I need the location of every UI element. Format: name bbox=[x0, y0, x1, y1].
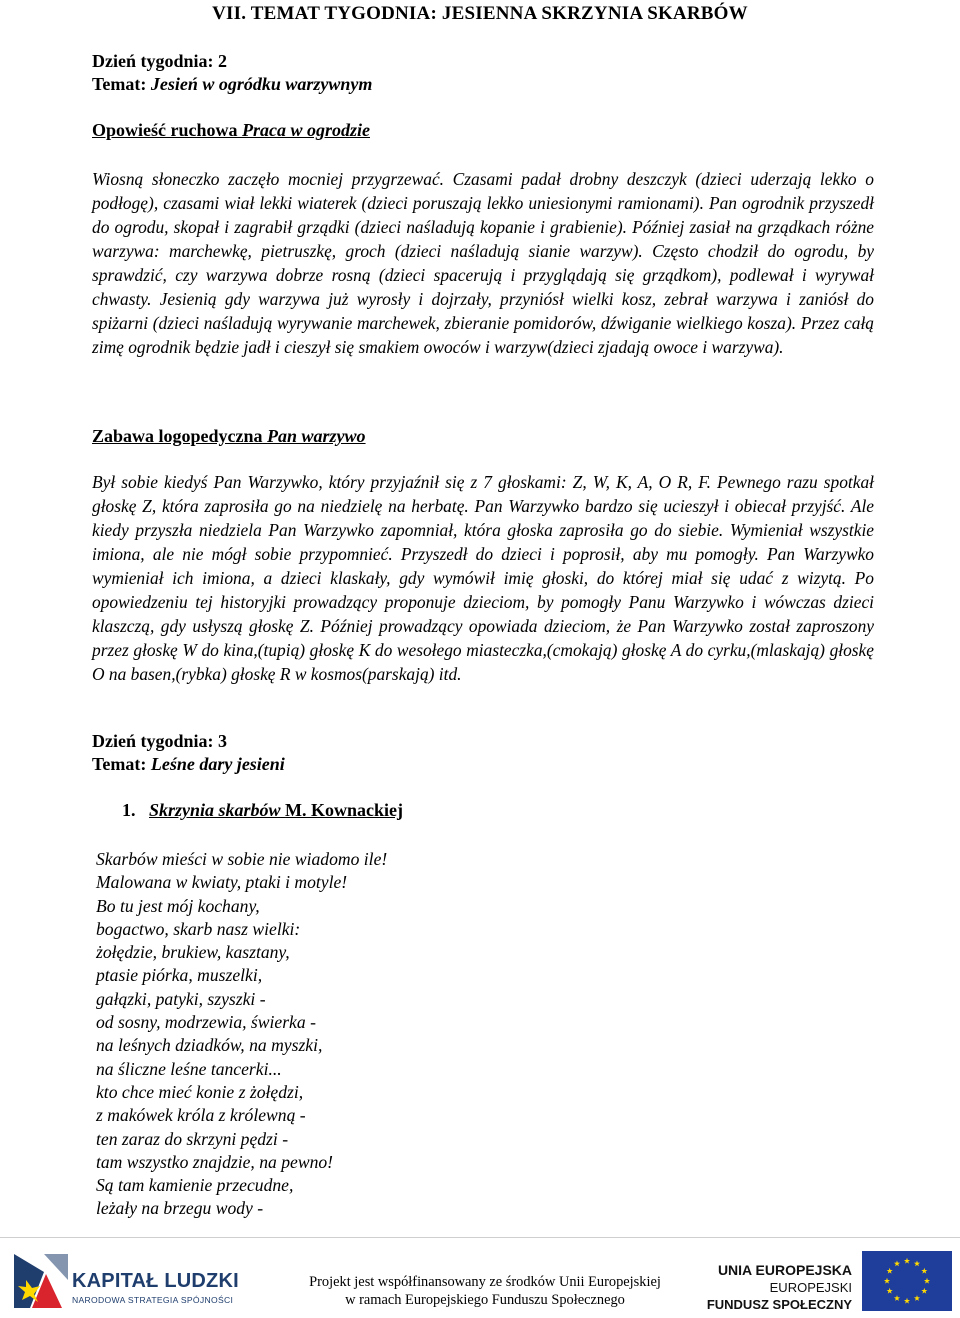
day3-block bbox=[92, 730, 285, 776]
kapital-ludzki-logo-icon bbox=[10, 1250, 72, 1310]
kl-title: KAPITAŁ LUDZKI bbox=[72, 1270, 239, 1292]
story-heading bbox=[92, 120, 370, 141]
day3-topic-text: Leśne dary jesieni bbox=[150, 754, 285, 774]
poem-line: żołędzie, brukiew, kasztany, bbox=[96, 942, 290, 963]
day2-label: Dzień tygodnia: 2 bbox=[92, 51, 227, 71]
poem-line: Bo tu jest mój kochany, bbox=[96, 895, 260, 916]
day3-topic bbox=[92, 753, 285, 776]
poem-line: Są tam kamienie przecudne, bbox=[96, 1175, 294, 1196]
day2-block bbox=[92, 50, 372, 96]
poem-line: leżały na brzegu wody - bbox=[96, 1198, 264, 1219]
project-funding-note bbox=[280, 1273, 690, 1309]
ue-line-1: UNIA EUROPEJSKA bbox=[717, 1262, 852, 1278]
poem-line: Skarbów mieści w sobie nie wiadomo ile! bbox=[96, 849, 388, 869]
poem-line: kto chce mieć konie z żołędzi, bbox=[96, 1081, 304, 1102]
ue-line-2: EUROPEJSKI bbox=[769, 1280, 852, 1295]
ue-line-3: FUNDUSZ SPOŁECZNY bbox=[706, 1297, 852, 1312]
day2-topic-prefix: Temat: bbox=[92, 74, 151, 94]
story-heading-prefix: Opowieść ruchowa bbox=[92, 120, 238, 140]
poem-line: na śliczne leśne tancerki... bbox=[96, 1058, 282, 1079]
story-text: Wiosną słoneczko zaczęło mocniej przygrzewać. Czasami padał drobny deszczyk (dzieci uderzają lekko o podłogę), czasami wiał lekki wiaterek (dzieci poruszają lekko uniesionymi ramionami). Pan ogrodnik przyszedł do ogrodu, skopał i zagrabił grządki (dzieci naśladują kopanie i grabienie). Później zasiał na grządkach różne warzywa: marchewkę, pietruszkę, groch (dzieci naśladują sianie warzyw). Często chodził do ogrodu, by sprawdzić, czy warzywa dobrze rosną (dzieci spacerują i przyglądają się grządkom), podlewał i wyrywał chwasty. Jesienią gdy warzywa już wyrosły i dojrzały, przyniósł wielki kosz, zebrał warzywa i zaniósł do spiżarni (dzieci naśladują wyrywanie marchewek, zbieranie pomidorów, dźwiganie wielkiego kosza). Przez całą zimę ogrodnik będzie jadł i cieszył się smakiem owoców i warzyw(dzieci zjadają owoce i warzywa). bbox=[92, 169, 874, 357]
poem-heading bbox=[122, 800, 403, 821]
game-heading-prefix: Zabawa logopedyczna bbox=[92, 426, 263, 446]
poem-number: 1. bbox=[122, 800, 136, 820]
ue-fund-label bbox=[702, 1262, 852, 1313]
day2-topic-text: Jesień w ogródku warzywnym bbox=[150, 74, 373, 94]
kl-subtitle: NARODOWA STRATEGIA SPÓJNOŚCI bbox=[72, 1295, 234, 1305]
poem-line: gałązki, patyki, szyszki - bbox=[96, 988, 266, 1009]
story-heading-title: Praca w ogrodzie bbox=[242, 120, 370, 140]
poem-line: bogactwo, skarb nasz wielki: bbox=[96, 918, 301, 939]
day2-topic bbox=[92, 73, 372, 96]
game-heading-title: Pan warzywo bbox=[267, 426, 366, 446]
poem-line: ten zaraz do skrzyni pędzi - bbox=[96, 1128, 289, 1149]
poem-line: na leśnych dziadków, na myszki, bbox=[96, 1035, 323, 1056]
poem-title: Skrzynia skarbów bbox=[149, 800, 281, 820]
eu-flag-icon bbox=[862, 1251, 952, 1311]
poem-line: Malowana w kwiaty, ptaki i motyle! bbox=[96, 872, 348, 893]
day3-label: Dzień tygodnia: 3 bbox=[92, 731, 227, 751]
project-line-2: w ramach Europejskiego Funduszu Społecznego bbox=[345, 1292, 625, 1308]
day3-topic-prefix: Temat: bbox=[92, 754, 151, 774]
poem-author: M. Kownackiej bbox=[285, 800, 404, 820]
poem-line: od sosny, modrzewia, świerka - bbox=[96, 1012, 316, 1033]
project-line-1: Projekt jest współfinansowany ze środków Unii Europejskiej bbox=[309, 1274, 661, 1290]
game-text: Był sobie kiedyś Pan Warzywko, który przyjaźnił się z 7 głoskami: Z, W, K, A, O R, F. Pewnego razu spotkał głoskę Z, która zaprosiła go na niedzielę na herbatę. Pan Warzywko bardzo się ucieszył i obiecał przyjść. Ale kiedy przyszła niedziela Pan Warzywko zapomniał, która głoska zaprosiła go do siebie. Wymieniał wszystkie imiona, ale nie mógł sobie przypomnieć. Przyszedł do dzieci i poprosił, aby mu pomogły. Pan Warzywko wymieniał ich imiona, a dzieci klaskały, gdy wymówił imię głoski, do której miał się udać z wizytą. Po opowiedzeniu tej historyjki prowadzący proponuje dzieciom, by pomogły Panu Warzywko i wówczas dzieci klaszczą, gdy usłyszą głoskę Z. Później prowadzący opowiada dzieciom, że Pan Warzywko został zaproszony przez głoskę W do kina,(tupią) głoskę K do wesołego miasteczka,(cmokają) głoskę A do cyrku,(mlaskają) głoskę O na basen,(rybka) głoskę R w kosmos(parskają) itd. bbox=[92, 472, 874, 684]
game-heading bbox=[92, 426, 366, 447]
page-title: VII. TEMAT TYGODNIA: JESIENNA SKRZYNIA SKARBÓW bbox=[212, 3, 748, 24]
footer-divider bbox=[0, 1237, 960, 1238]
poem-lines bbox=[96, 848, 387, 1221]
poem-line: tam wszystko znajdzie, na pewno! bbox=[96, 1151, 334, 1172]
poem-line: ptasie piórka, muszelki, bbox=[96, 965, 263, 986]
poem-line: z makówek króla z królewną - bbox=[96, 1105, 306, 1126]
kapital-ludzki-label bbox=[72, 1270, 239, 1305]
